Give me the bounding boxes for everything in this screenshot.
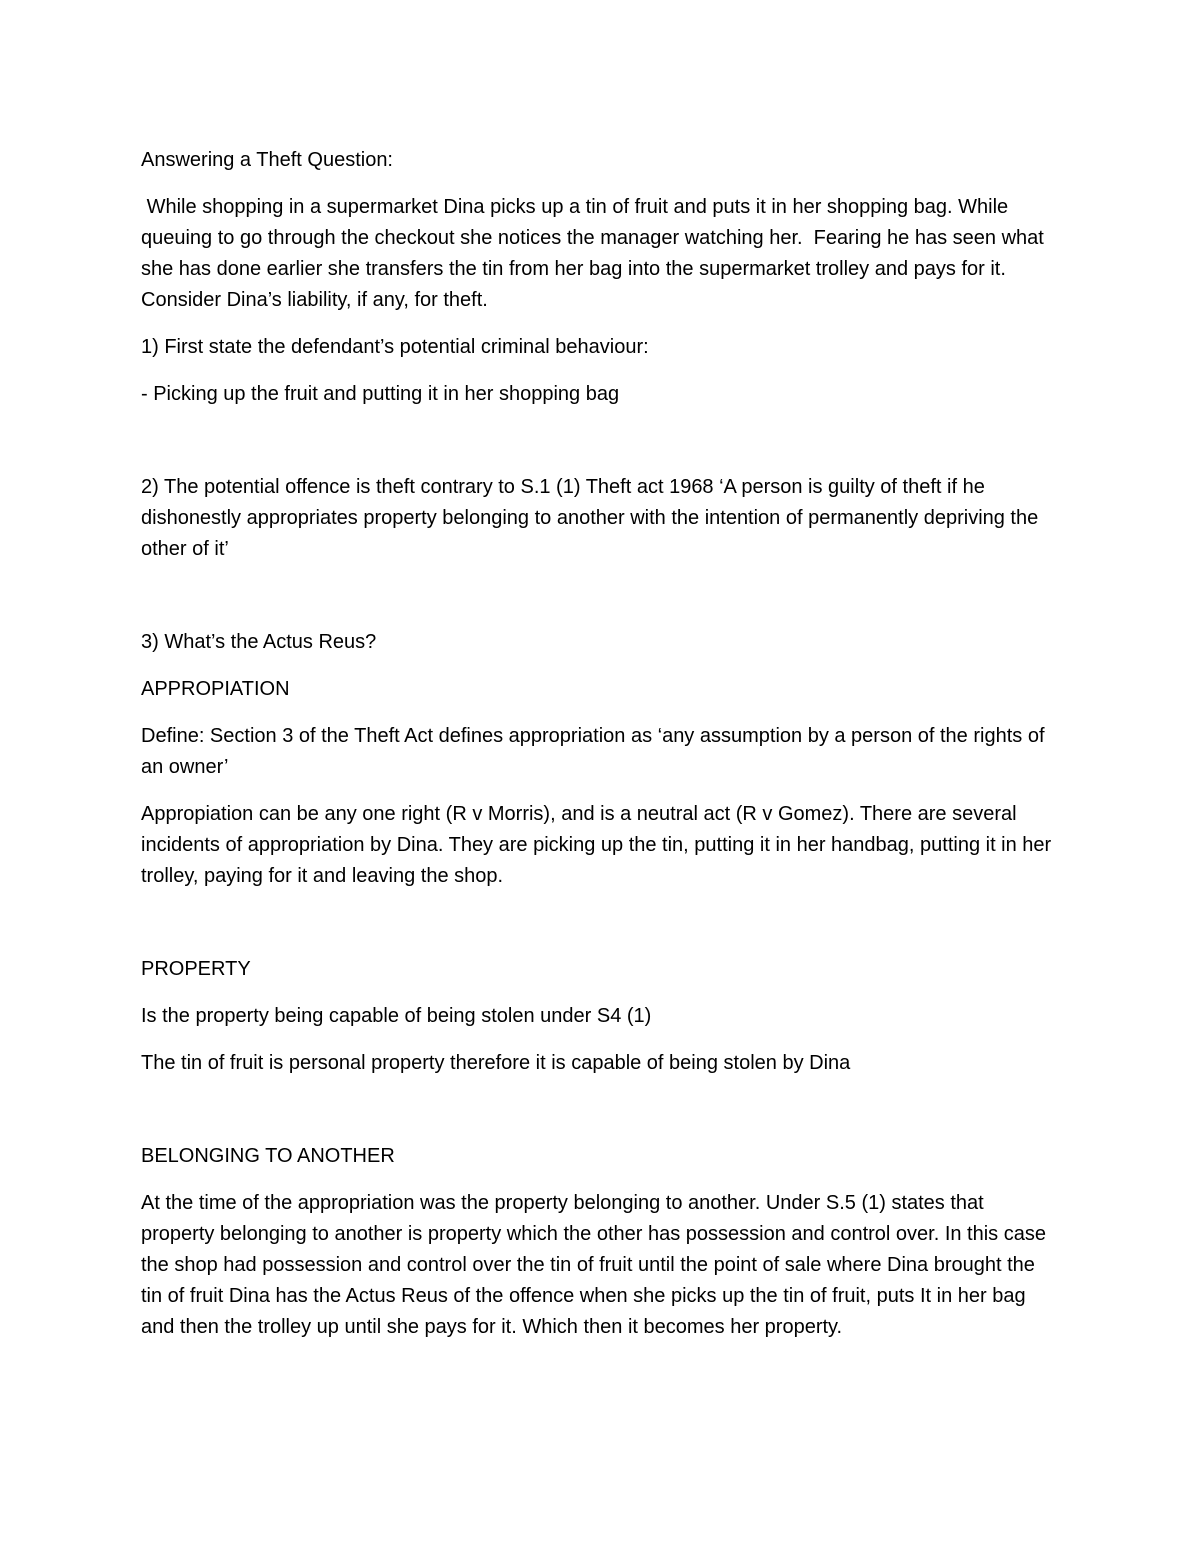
belonging-paragraph: At the time of the appropriation was the property belonging to another. Under S.5 (1) states that property belonging to another is property which the other has possession and control over. In this case the shop had possession and control over the tin of fruit until the point of sale where Dina brought the tin of fruit Dina has the Actus Reus of the offence when she picks up the tin of fruit, puts It in her bag and then the trolley up until she pays for it. Which then it becomes her property. <box>141 1192 1046 1338</box>
document-title: Answering a Theft Question: <box>141 149 393 171</box>
property-heading: PROPERTY <box>141 958 251 980</box>
appropiation-heading: APPROPIATION <box>141 678 290 700</box>
property-line-2: The tin of fruit is personal property therefore it is capable of being stolen by Dina <box>141 1052 851 1074</box>
scenario-paragraph: While shopping in a supermarket Dina picks up a tin of fruit and puts it in her shopping bag. While queuing to go through the checkout she notices the manager watching her. Fearing he has seen what she has done earlier she transfers the tin from her bag into the supermarket trolley and pays for it. Consider Dina’s liability, if any, for theft. <box>141 196 1050 311</box>
step-1-heading: 1) First state the defendant’s potential criminal behaviour: <box>141 336 649 358</box>
appropiation-definition: Define: Section 3 of the Theft Act defines appropriation as ‘any assumption by a person of the rights of an owner’ <box>141 725 1045 778</box>
property-line-1: Is the property being capable of being stolen under S4 (1) <box>141 1005 652 1027</box>
step-2-paragraph: 2) The potential offence is theft contrary to S.1 (1) Theft act 1968 ‘A person is guilty of theft if he dishonestly appropriates property belonging to another with the intention of permanently depriving the other of it’ <box>141 476 1039 560</box>
document-page <box>141 145 1061 1343</box>
step-1-item: - Picking up the fruit and putting it in her shopping bag <box>141 383 620 405</box>
appropiation-paragraph: Appropiation can be any one right (R v Morris), and is a neutral act (R v Gomez). There are several incidents of appropriation by Dina. They are picking up the tin, putting it in her handbag, putting it in her trolley, paying for it and leaving the shop. <box>141 803 1052 887</box>
step-3-heading: 3) What’s the Actus Reus? <box>141 631 377 653</box>
belonging-heading: BELONGING TO ANOTHER <box>141 1145 395 1167</box>
